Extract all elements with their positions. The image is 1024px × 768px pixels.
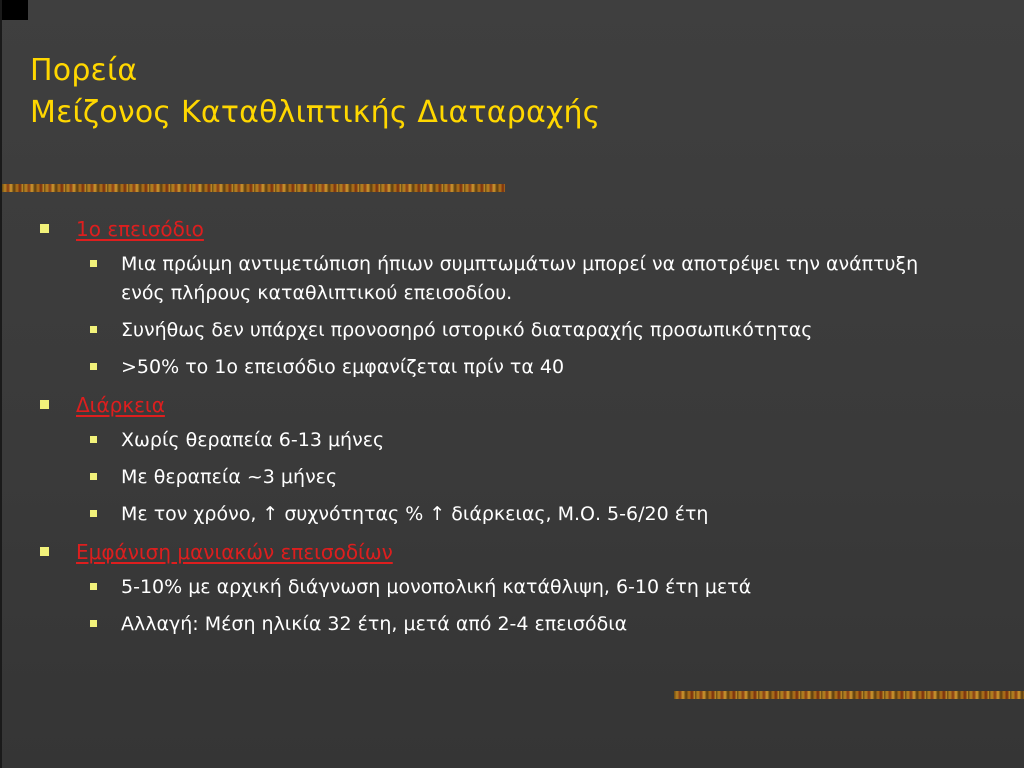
item-text: Με τον χρόνο, ↑ συχνότητας % ↑ διάρκειας, Μ.Ο. 5-6/20 έτη — [121, 503, 709, 525]
square-bullet-icon — [90, 473, 97, 480]
section-heading[interactable]: 1ο επεισόδιο — [76, 217, 204, 241]
item-text: Συνήθως δεν υπάρχει προνοσηρό ιστορικό διαταραχής προσωπικότητας — [121, 319, 813, 341]
square-bullet-icon — [90, 620, 97, 627]
slide-title — [30, 50, 601, 134]
square-bullet-icon — [40, 224, 49, 233]
square-bullet-icon — [90, 510, 97, 517]
square-bullet-icon — [90, 326, 97, 333]
level2-item — [90, 610, 1000, 639]
item-text: Αλλαγή: Μέση ηλικία 32 έτη, μετά από 2-4 επεισόδια — [121, 613, 628, 635]
decorative-divider-top — [2, 184, 505, 192]
level2-item — [90, 573, 1000, 602]
item-text: >50% το 1ο επεισόδιο εμφανίζεται πρίν τα 40 — [121, 356, 565, 378]
level2-item — [90, 353, 1000, 382]
level1-item — [40, 214, 1000, 244]
square-bullet-icon — [90, 583, 97, 590]
item-text: Μια πρώιμη αντιμετώπιση ήπιων συμπτωμάτων μπορεί να αποτρέψει την ανάπτυξη ενός πλήρους καταθλιπτικού επεισοδίου. — [121, 253, 919, 304]
section-heading[interactable]: Διάρκεια — [76, 393, 165, 417]
level2-item — [90, 500, 1000, 529]
title-line-1: Πορεία — [30, 53, 138, 88]
level1-item — [40, 537, 1000, 567]
section-first-episode — [40, 214, 1000, 382]
square-bullet-icon — [90, 260, 97, 267]
item-text: 5-10% με αρχική διάγνωση μονοπολική κατάθλιψη, 6-10 έτη μετά — [121, 576, 752, 598]
level2-item — [90, 316, 1000, 345]
level2-item — [90, 463, 1000, 492]
square-bullet-icon — [40, 547, 49, 556]
item-text: Χωρίς θεραπεία 6-13 μήνες — [121, 429, 385, 451]
square-bullet-icon — [40, 400, 49, 409]
section-manic-episodes — [40, 537, 1000, 639]
section-duration — [40, 390, 1000, 529]
decorative-divider-bottom — [674, 691, 1024, 699]
square-bullet-icon — [90, 363, 97, 370]
level2-item — [90, 250, 1000, 308]
level1-item — [40, 390, 1000, 420]
corner-mark — [2, 0, 28, 20]
section-heading[interactable]: Εμφάνιση μανιακών επεισοδίων — [76, 540, 393, 564]
square-bullet-icon — [90, 436, 97, 443]
title-line-2: Μείζονος Καταθλιπτικής Διαταραχής — [30, 95, 601, 130]
level2-item — [90, 426, 1000, 455]
item-text: Με θεραπεία ~3 μήνες — [121, 466, 338, 488]
bullet-list — [40, 214, 1000, 647]
